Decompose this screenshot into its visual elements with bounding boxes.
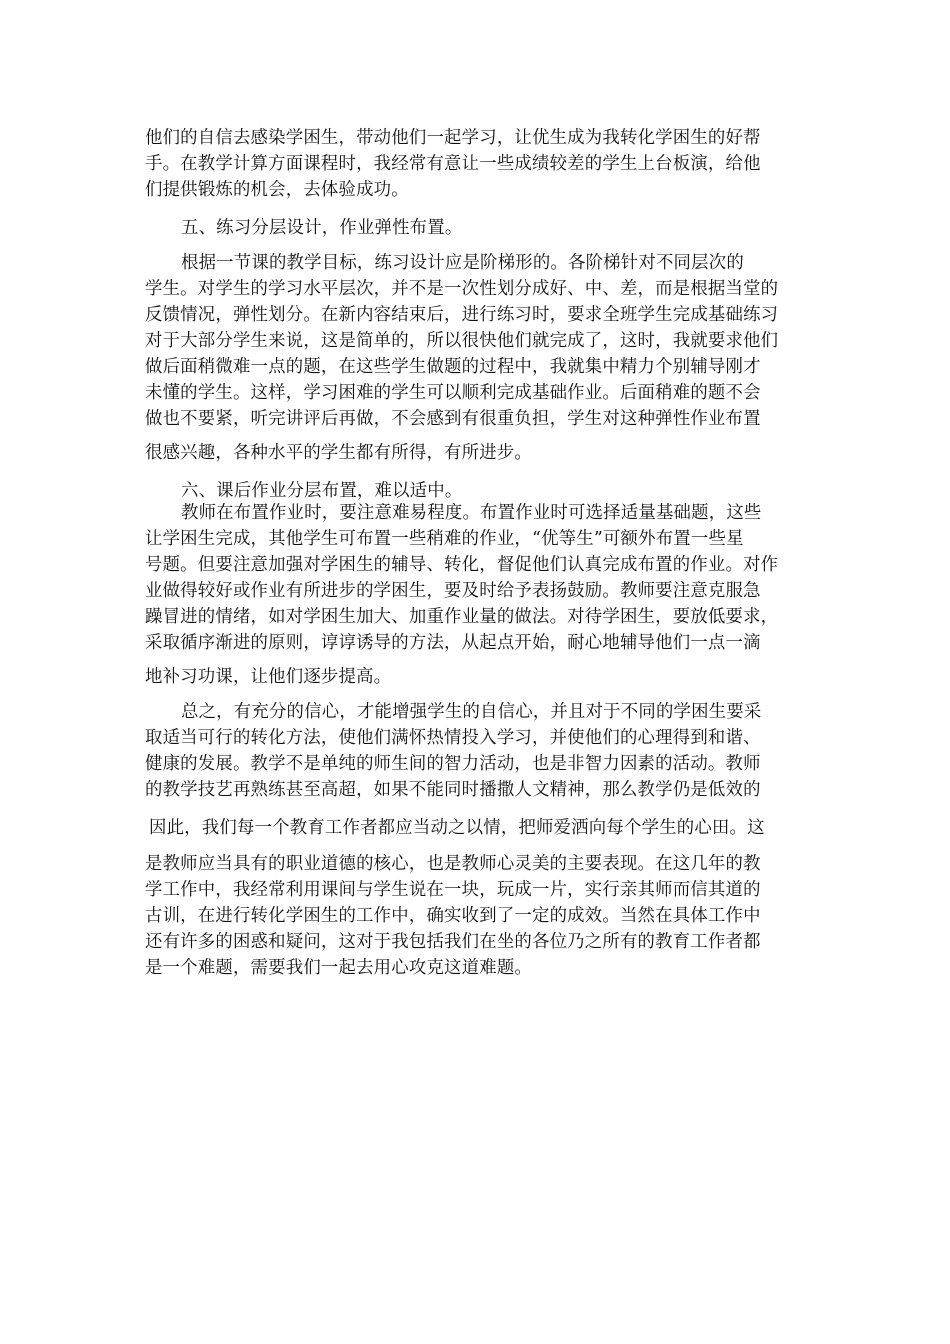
text-line-29: 还有许多的困惑和疑问，这对于我包括我们在坐的各位乃之所有的教育工作者都 [145,932,761,952]
text-line-9: 做后面稍微难一点的题，在这些学生做题的过程中，我就集中精力个别辅导刚才 [145,357,761,377]
text-line-10: 未懂的学生。这样，学习困难的学生可以顺利完成基础作业。后面稍难的题不会 [145,383,761,403]
text-line-24: 的教学技艺再熟练甚至高超，如果不能同时播撒人文精神，那么教学仍是低效的 [145,780,761,800]
text-line-14: 教师在布置作业时，要注意难易程度。布置作业时可选择适量基础题，这些 [181,503,762,523]
text-line-15: 让学困生完成，其他学生可布置一些稍难的作业，“优等生”可额外布置一些星 [145,529,744,549]
text-line-22: 取适当可行的转化方法，使他们满怀热情投入学习，并使他们的心理得到和谐、 [145,728,761,748]
text-line-17: 业做得较好或作业有所进步的学困生，要及时给予表扬鼓励。教师要注意克服急 [145,581,761,601]
text-line-6: 学生。对学生的学习水平层次，并不是一次性划分成好、中、差，而是根据当堂的 [145,279,779,299]
text-line-28: 古训，在进行转化学困生的工作中，确实收到了一定的成效。当然在具体工作中 [145,906,761,926]
text-line-2: 手。在教学计算方面课程时，我经常有意让一些成绩较差的学生上台板演，给他 [145,154,761,174]
text-line-21: 总之，有充分的信心，才能增强学生的自信心，并且对于不同的学困生要采 [181,702,762,722]
text-line-26: 是教师应当具有的职业道德的核心，也是教师心灵美的主要表现。在这几年的教 [145,854,761,874]
text-line-19: 采取循序渐进的原则，谆谆诱导的方法，从起点开始，耐心地辅导他们一点一滴 [145,633,761,653]
section-heading-6: 六、课后作业分层布置，难以适中。 [181,481,463,501]
text-line-30: 是一个难题，需要我们一起去用心攻克这道难题。 [145,958,532,978]
text-line-18: 躁冒进的情绪，如对学困生加大、加重作业量的做法。对待学困生，要放低要求， [145,607,779,627]
text-line-12: 很感兴趣，各种水平的学生都有所得，有所进步。 [145,443,532,463]
section-heading-5: 五、练习分层设计，作业弹性布置。 [181,218,463,238]
text-line-3: 们提供锻炼的机会，去体验成功。 [145,180,409,200]
text-line-7: 反馈情况，弹性划分。在新内容结束后，进行练习时，要求全班学生完成基础练习 [145,305,779,325]
text-line-8: 对于大部分学生来说，这是简单的，所以很快他们就完成了，这时，我就要求他们 [145,331,779,351]
text-line-20: 地补习功课，让他们逐步提高。 [145,667,392,687]
text-line-16: 号题。但要注意加强对学困生的辅导、转化，督促他们认真完成布置的作业。对作 [145,555,779,575]
text-line-23: 健康的发展。教学不是单纯的师生间的智力活动，也是非智力因素的活动。教师 [145,754,761,774]
text-line-25: 因此，我们每一个教育工作者都应当动之以情，把师爱洒向每个学生的心田。这 [149,818,765,838]
text-line-5: 根据一节课的教学目标，练习设计应是阶梯形的。各阶梯针对不同层次的 [181,253,744,273]
text-line-11: 做也不要紧，听完讲评后再做，不会感到有很重负担，学生对这种弹性作业布置 [145,409,761,429]
text-line-1: 他们的自信去感染学困生，带动他们一起学习，让优生成为我转化学困生的好帮 [145,128,761,148]
text-line-27: 学工作中，我经常利用课间与学生说在一块，玩成一片，实行亲其师而信其道的 [145,880,761,900]
